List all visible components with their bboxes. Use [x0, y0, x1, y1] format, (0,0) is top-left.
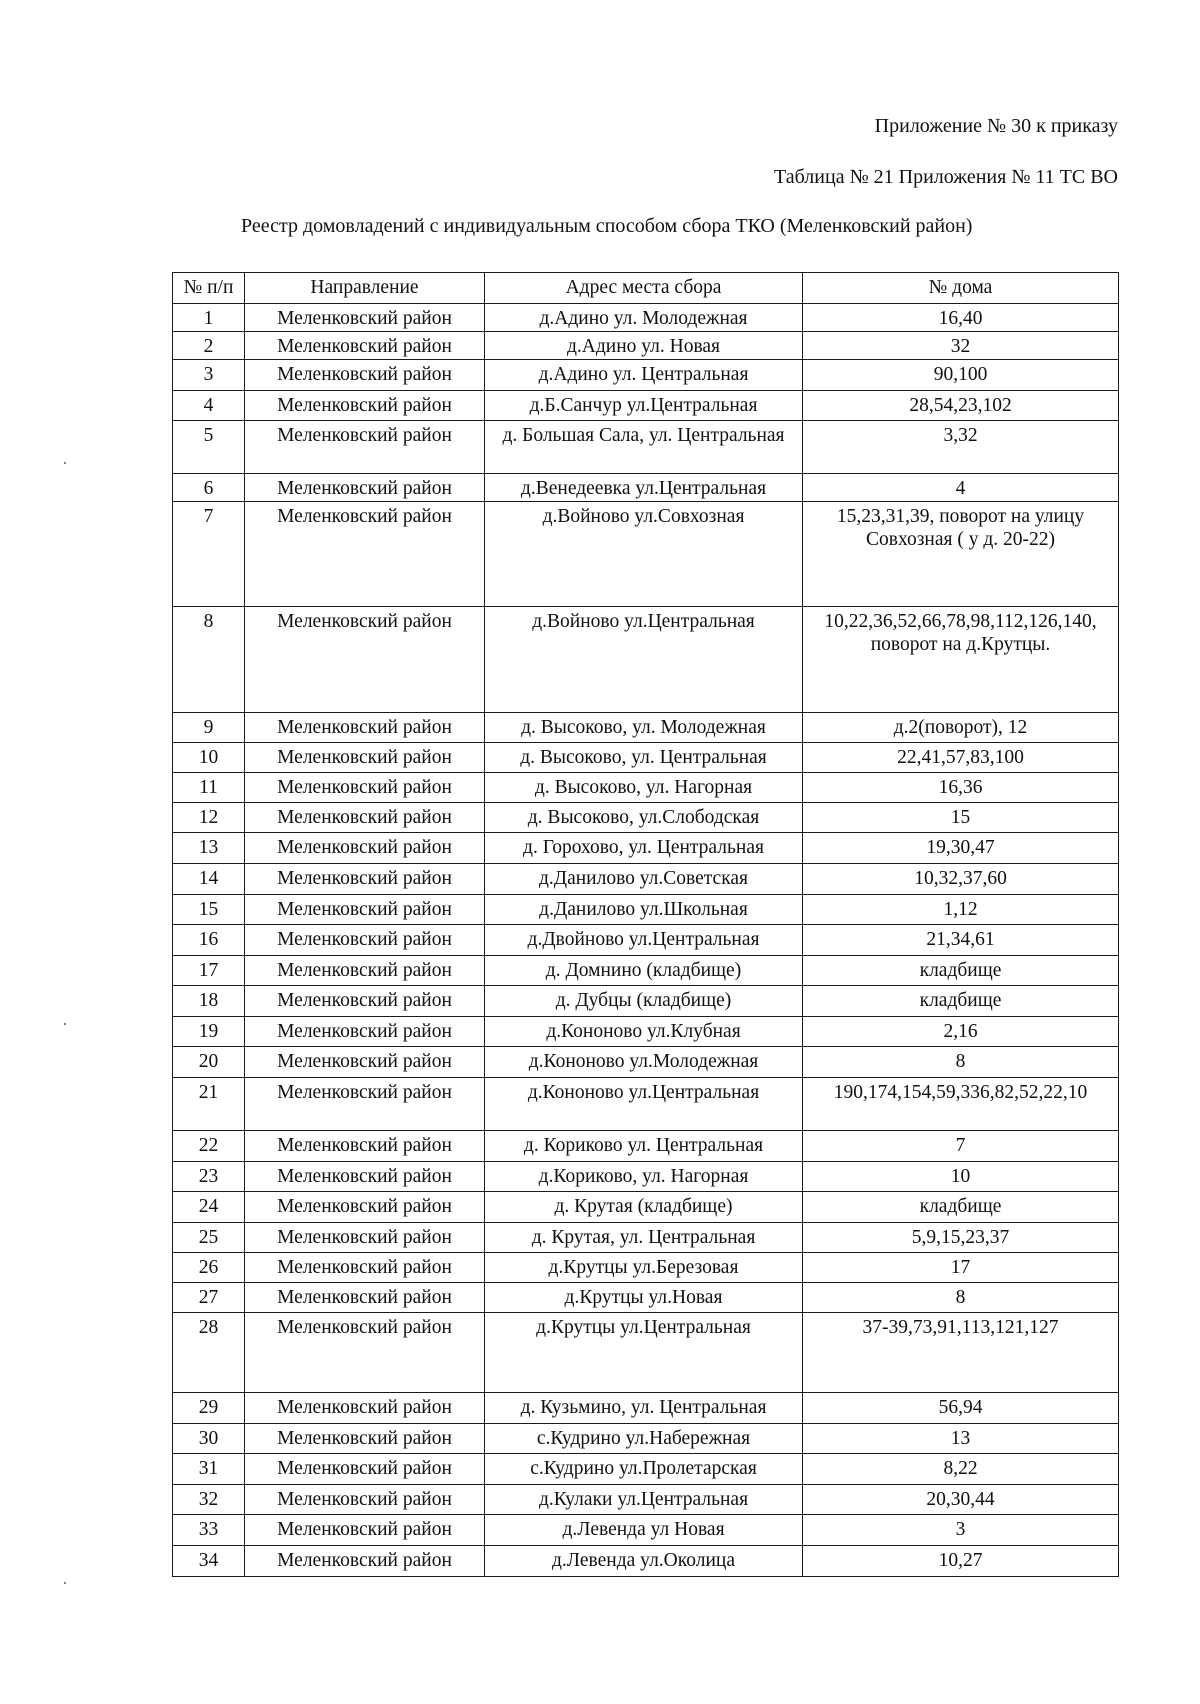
- column-header-number: № п/п: [173, 273, 245, 304]
- address-cell: д. Высоково, ул. Центральная: [485, 743, 803, 773]
- direction-cell: Меленковский район: [245, 1283, 485, 1313]
- table-header: [173, 273, 1119, 304]
- table-row: [173, 1313, 1119, 1393]
- house-numbers-cell: 15: [803, 803, 1119, 833]
- direction-cell: Меленковский район: [245, 956, 485, 986]
- address-cell: д.Крутцы ул.Центральная: [485, 1313, 803, 1393]
- house-numbers-cell: 10: [803, 1162, 1119, 1192]
- house-numbers-cell: 7: [803, 1131, 1119, 1162]
- house-numbers-cell: 8: [803, 1047, 1119, 1078]
- address-cell: д.Левенда ул.Околица: [485, 1546, 803, 1577]
- column-header-house: № дома: [803, 273, 1119, 304]
- address-cell: д.Крутцы ул.Новая: [485, 1283, 803, 1313]
- direction-cell: Меленковский район: [245, 1162, 485, 1192]
- row-number-cell: 23: [173, 1162, 245, 1192]
- house-numbers-cell: 16,40: [803, 304, 1119, 332]
- row-number-cell: 27: [173, 1283, 245, 1313]
- house-numbers-cell: 15,23,31,39, поворот на улицу Совхозная ( у д. 20-22): [803, 502, 1119, 607]
- house-numbers-cell: 3: [803, 1515, 1119, 1546]
- direction-cell: Меленковский район: [245, 986, 485, 1017]
- row-number-cell: 34: [173, 1546, 245, 1577]
- row-number-cell: 14: [173, 864, 245, 895]
- row-number-cell: 19: [173, 1017, 245, 1047]
- house-numbers-cell: 1,12: [803, 895, 1119, 925]
- direction-cell: Меленковский район: [245, 864, 485, 895]
- address-cell: д.Адино ул. Молодежная: [485, 304, 803, 332]
- direction-cell: Меленковский район: [245, 1485, 485, 1515]
- address-cell: д. Кориково ул. Центральная: [485, 1131, 803, 1162]
- address-cell: д. Кузьмино, ул. Центральная: [485, 1393, 803, 1424]
- address-cell: д.Кононово ул.Центральная: [485, 1078, 803, 1131]
- direction-cell: Меленковский район: [245, 833, 485, 864]
- house-numbers-cell: 22,41,57,83,100: [803, 743, 1119, 773]
- direction-cell: Меленковский район: [245, 1223, 485, 1253]
- table-body: [173, 304, 1119, 1577]
- direction-cell: Меленковский район: [245, 1424, 485, 1454]
- table-row: [173, 1047, 1119, 1078]
- direction-cell: Меленковский район: [245, 743, 485, 773]
- direction-cell: Меленковский район: [245, 1131, 485, 1162]
- row-number-cell: 24: [173, 1192, 245, 1223]
- row-number-cell: 10: [173, 743, 245, 773]
- house-numbers-cell: кладбище: [803, 1192, 1119, 1223]
- row-number-cell: 15: [173, 895, 245, 925]
- row-number-cell: 21: [173, 1078, 245, 1131]
- row-number-cell: 33: [173, 1515, 245, 1546]
- address-cell: д. Высоково, ул.Слободская: [485, 803, 803, 833]
- house-numbers-cell: 17: [803, 1253, 1119, 1283]
- table-row: [173, 864, 1119, 895]
- header-row: [173, 273, 1119, 304]
- row-number-cell: 4: [173, 391, 245, 421]
- appendix-line: Приложение № 30 к приказу: [874, 115, 1118, 137]
- direction-cell: Меленковский район: [245, 332, 485, 360]
- row-number-cell: 25: [173, 1223, 245, 1253]
- direction-cell: Меленковский район: [245, 391, 485, 421]
- house-numbers-cell: 10,22,36,52,66,78,98,112,126,140, поворот на д.Крутцы.: [803, 607, 1119, 713]
- row-number-cell: 16: [173, 925, 245, 956]
- table-row: [173, 421, 1119, 474]
- house-numbers-cell: кладбище: [803, 956, 1119, 986]
- row-number-cell: 1: [173, 304, 245, 332]
- table-row: [173, 1131, 1119, 1162]
- row-number-cell: 6: [173, 474, 245, 502]
- house-numbers-cell: 56,94: [803, 1393, 1119, 1424]
- address-cell: д.Войново ул.Центральная: [485, 607, 803, 713]
- table-row: [173, 925, 1119, 956]
- table-row: [173, 1192, 1119, 1223]
- address-cell: д. Высоково, ул. Нагорная: [485, 773, 803, 803]
- direction-cell: Меленковский район: [245, 1017, 485, 1047]
- table-row: [173, 803, 1119, 833]
- direction-cell: Меленковский район: [245, 773, 485, 803]
- row-number-cell: 28: [173, 1313, 245, 1393]
- direction-cell: Меленковский район: [245, 803, 485, 833]
- address-cell: д.Кононово ул.Молодежная: [485, 1047, 803, 1078]
- row-number-cell: 26: [173, 1253, 245, 1283]
- address-cell: д. Крутая (кладбище): [485, 1192, 803, 1223]
- address-cell: д. Горохово, ул. Центральная: [485, 833, 803, 864]
- row-number-cell: 7: [173, 502, 245, 607]
- address-cell: д. Крутая, ул. Центральная: [485, 1223, 803, 1253]
- table-row: [173, 1454, 1119, 1485]
- row-number-cell: 3: [173, 360, 245, 391]
- address-cell: д.Войново ул.Совхозная: [485, 502, 803, 607]
- table-row: [173, 743, 1119, 773]
- table-row: [173, 1485, 1119, 1515]
- table-row: [173, 1546, 1119, 1577]
- direction-cell: Меленковский район: [245, 1192, 485, 1223]
- table-row: [173, 607, 1119, 713]
- house-numbers-cell: 32: [803, 332, 1119, 360]
- scan-speck: [64, 1023, 66, 1025]
- row-number-cell: 2: [173, 332, 245, 360]
- table-row: [173, 895, 1119, 925]
- house-numbers-cell: 2,16: [803, 1017, 1119, 1047]
- table-row: [173, 713, 1119, 743]
- direction-cell: Меленковский район: [245, 1546, 485, 1577]
- direction-cell: Меленковский район: [245, 1253, 485, 1283]
- row-number-cell: 12: [173, 803, 245, 833]
- address-cell: д. Дубцы (кладбище): [485, 986, 803, 1017]
- table-row: [173, 956, 1119, 986]
- address-cell: с.Кудрино ул.Пролетарская: [485, 1454, 803, 1485]
- table-row: [173, 1162, 1119, 1192]
- address-cell: д.Левенда ул Новая: [485, 1515, 803, 1546]
- address-cell: с.Кудрино ул.Набережная: [485, 1424, 803, 1454]
- table-row: [173, 1078, 1119, 1131]
- house-numbers-cell: 5,9,15,23,37: [803, 1223, 1119, 1253]
- table-row: [173, 1393, 1119, 1424]
- direction-cell: Меленковский район: [245, 607, 485, 713]
- house-numbers-cell: 8: [803, 1283, 1119, 1313]
- address-cell: д.Двойново ул.Центральная: [485, 925, 803, 956]
- table-row: [173, 391, 1119, 421]
- address-cell: д.Данилово ул.Школьная: [485, 895, 803, 925]
- row-number-cell: 32: [173, 1485, 245, 1515]
- direction-cell: Меленковский район: [245, 502, 485, 607]
- direction-cell: Меленковский район: [245, 1393, 485, 1424]
- house-numbers-cell: 4: [803, 474, 1119, 502]
- house-numbers-cell: 8,22: [803, 1454, 1119, 1485]
- house-numbers-cell: 20,30,44: [803, 1485, 1119, 1515]
- direction-cell: Меленковский район: [245, 1047, 485, 1078]
- house-numbers-cell: 16,36: [803, 773, 1119, 803]
- table-row: [173, 332, 1119, 360]
- house-numbers-cell: 37-39,73,91,113,121,127: [803, 1313, 1119, 1393]
- direction-cell: Меленковский район: [245, 1078, 485, 1131]
- house-numbers-cell: 21,34,61: [803, 925, 1119, 956]
- direction-cell: Меленковский район: [245, 1515, 485, 1546]
- row-number-cell: 30: [173, 1424, 245, 1454]
- row-number-cell: 17: [173, 956, 245, 986]
- row-number-cell: 20: [173, 1047, 245, 1078]
- house-numbers-cell: 10,27: [803, 1546, 1119, 1577]
- table-row: [173, 1515, 1119, 1546]
- row-number-cell: 5: [173, 421, 245, 474]
- row-number-cell: 8: [173, 607, 245, 713]
- table-row: [173, 360, 1119, 391]
- table-row: [173, 1223, 1119, 1253]
- house-numbers-cell: 19,30,47: [803, 833, 1119, 864]
- row-number-cell: 29: [173, 1393, 245, 1424]
- row-number-cell: 11: [173, 773, 245, 803]
- house-numbers-cell: 13: [803, 1424, 1119, 1454]
- table-row: [173, 1283, 1119, 1313]
- direction-cell: Меленковский район: [245, 474, 485, 502]
- address-cell: д.Венедеевка ул.Центральная: [485, 474, 803, 502]
- direction-cell: Меленковский район: [245, 713, 485, 743]
- address-cell: д.Кулаки ул.Центральная: [485, 1485, 803, 1515]
- row-number-cell: 13: [173, 833, 245, 864]
- table-row: [173, 304, 1119, 332]
- address-cell: д. Высоково, ул. Молодежная: [485, 713, 803, 743]
- scan-speck: [64, 1582, 66, 1584]
- column-header-direction: Направление: [245, 273, 485, 304]
- table-row: [173, 773, 1119, 803]
- address-cell: д. Большая Сала, ул. Центральная: [485, 421, 803, 474]
- house-numbers-cell: 190,174,154,59,336,82,52,22,10: [803, 1078, 1119, 1131]
- address-cell: д.Кононово ул.Клубная: [485, 1017, 803, 1047]
- address-cell: д.Кориково, ул. Нагорная: [485, 1162, 803, 1192]
- registry-table: [172, 272, 1119, 1577]
- table-row: [173, 474, 1119, 502]
- scan-speck: [64, 462, 66, 464]
- table-row: [173, 1017, 1119, 1047]
- direction-cell: Меленковский район: [245, 925, 485, 956]
- table-row: [173, 986, 1119, 1017]
- row-number-cell: 18: [173, 986, 245, 1017]
- address-cell: д.Б.Санчур ул.Центральная: [485, 391, 803, 421]
- direction-cell: Меленковский район: [245, 360, 485, 391]
- row-number-cell: 31: [173, 1454, 245, 1485]
- address-cell: д.Адино ул. Новая: [485, 332, 803, 360]
- house-numbers-cell: кладбище: [803, 986, 1119, 1017]
- direction-cell: Меленковский район: [245, 421, 485, 474]
- table-row: [173, 833, 1119, 864]
- house-numbers-cell: 28,54,23,102: [803, 391, 1119, 421]
- house-numbers-cell: 10,32,37,60: [803, 864, 1119, 895]
- direction-cell: Меленковский район: [245, 304, 485, 332]
- row-number-cell: 22: [173, 1131, 245, 1162]
- column-header-address: Адрес места сбора: [485, 273, 803, 304]
- house-numbers-cell: 90,100: [803, 360, 1119, 391]
- direction-cell: Меленковский район: [245, 895, 485, 925]
- table-reference-line: Таблица № 21 Приложения № 11 ТС ВО: [774, 166, 1118, 188]
- direction-cell: Меленковский район: [245, 1454, 485, 1485]
- document-title: Реестр домовладений с индивидуальным способом сбора ТКО (Меленковский район): [241, 215, 973, 237]
- house-numbers-cell: 3,32: [803, 421, 1119, 474]
- house-numbers-cell: д.2(поворот), 12: [803, 713, 1119, 743]
- address-cell: д. Домнино (кладбище): [485, 956, 803, 986]
- direction-cell: Меленковский район: [245, 1313, 485, 1393]
- table-row: [173, 1424, 1119, 1454]
- row-number-cell: 9: [173, 713, 245, 743]
- address-cell: д.Адино ул. Центральная: [485, 360, 803, 391]
- table-row: [173, 502, 1119, 607]
- address-cell: д.Данилово ул.Советская: [485, 864, 803, 895]
- table-row: [173, 1253, 1119, 1283]
- address-cell: д.Крутцы ул.Березовая: [485, 1253, 803, 1283]
